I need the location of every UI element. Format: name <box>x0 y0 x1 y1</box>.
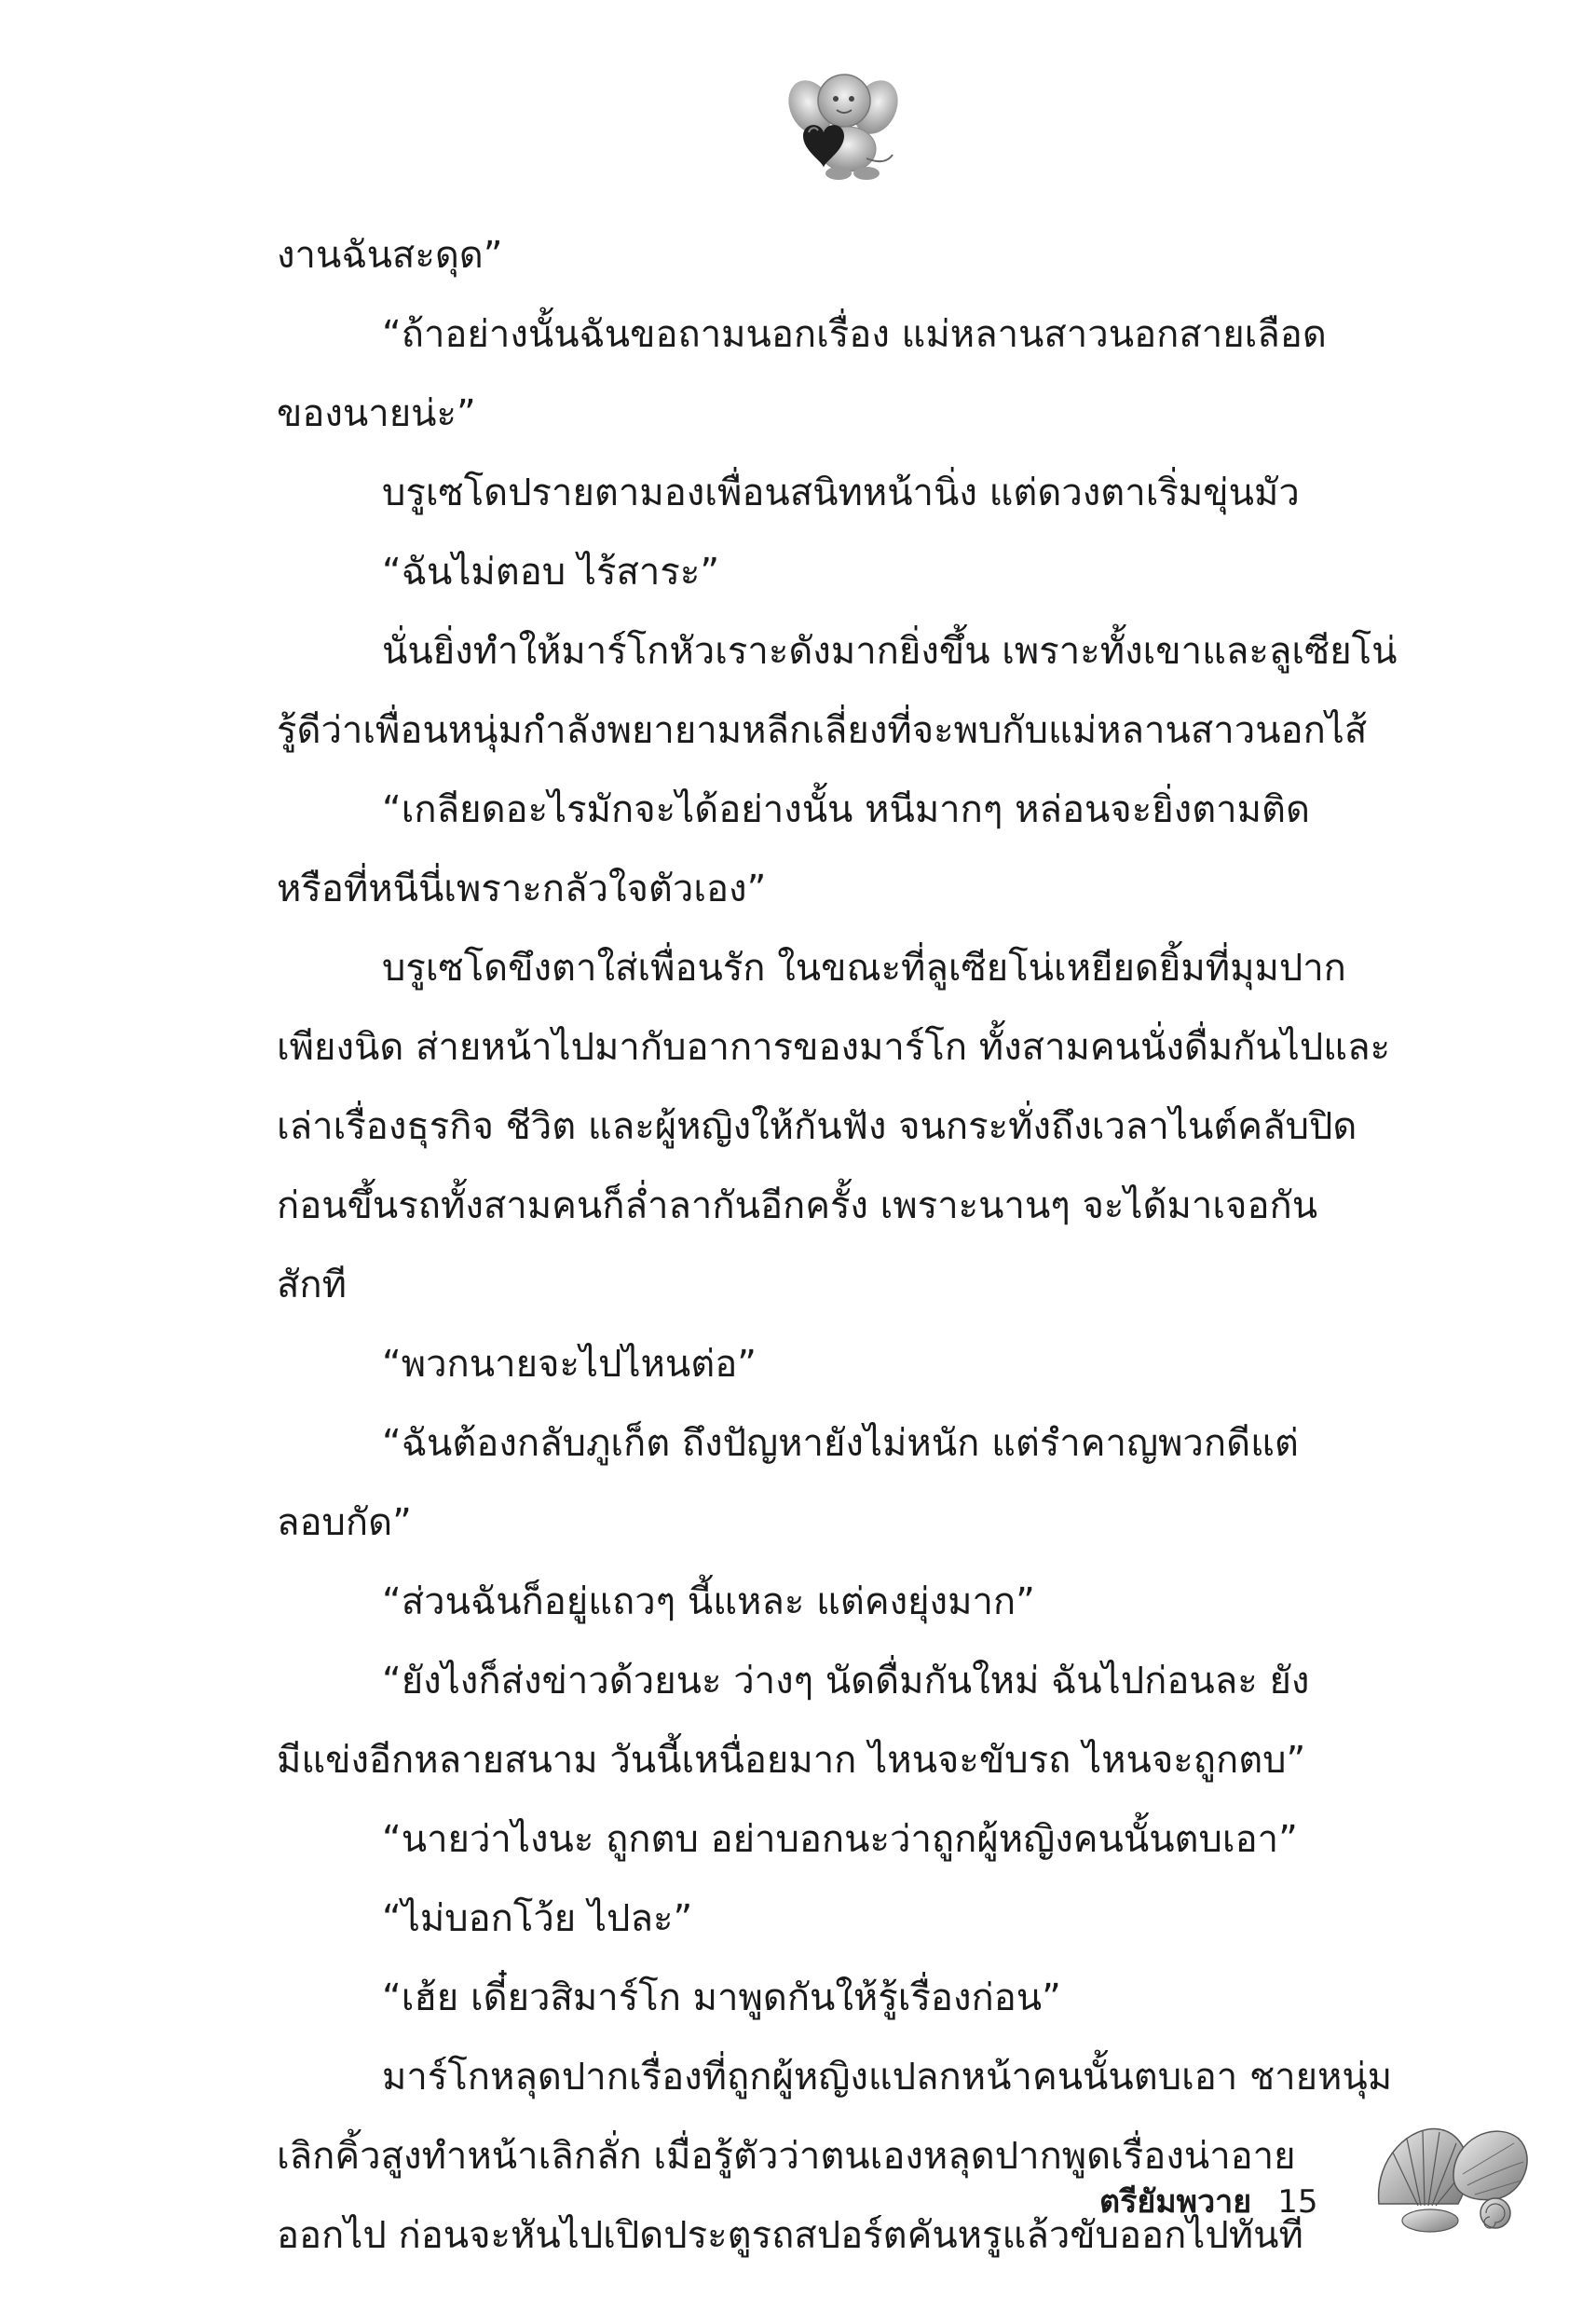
text-line: นั่นยิ่งทำให้มาร์โกหัวเราะดังมากยิ่งขึ้น เพราะทั้งเขาและลูเซียโน่ <box>382 630 1398 673</box>
page-number: 15 <box>1277 2183 1318 2221</box>
text-line: ออกไป ก่อนจะหันไปเปิดประตูรถสปอร์ตคันหรูแล้วขับออกไปทันที <box>277 2214 1303 2257</box>
text-line: “ยังไงก็ส่งข่าวด้วยนะ ว่างๆ นัดดื่มกันใหม่ ฉันไปก่อนละ ยัง <box>382 1660 1310 1702</box>
text-line: เล่าเรื่องธุรกิจ ชีวิต และผู้หญิงให้กันฟัง จนกระทั่งถึงเวลาไนต์คลับปิด <box>277 1105 1357 1148</box>
paragraph-lines <box>277 216 1415 2276</box>
cupid-with-heart-icon <box>783 65 904 182</box>
text-line: “นายว่าไงนะ ถูกตบ อย่าบอกนะว่าถูกผู้หญิงคนนั้นตบเอา” <box>382 1818 1298 1861</box>
text-line: “เฮ้ย เดี๋ยวสิมาร์โก มาพูดกันให้รู้เรื่องก่อน” <box>382 1976 1061 2019</box>
text-line: งานฉันสะดุด” <box>277 234 503 277</box>
text-line: ก่อนขึ้นรถทั้งสามคนก็ล่ำลากันอีกครั้ง เพราะนานๆ จะได้มาเจอกัน <box>277 1184 1318 1227</box>
text-line: “เกลียดอะไรมักจะได้อย่างนั้น หนีมากๆ หล่อนจะยิ่งตามติด <box>382 788 1310 831</box>
page-footer <box>1099 2176 1317 2226</box>
text-line: ของนายน่ะ” <box>277 392 476 435</box>
text-line: “ถ้าอย่างนั้นฉันขอถามนอกเรื่อง แม่หลานสาวนอกสายเลือด <box>382 313 1327 356</box>
book-title: ตรียัมพวาย <box>1099 2183 1252 2221</box>
body-text <box>277 216 1415 2276</box>
text-line: ลอบกัด” <box>277 1501 412 1544</box>
text-line: มีแข่งอีกหลายสนาม วันนี้เหนื่อยมาก ไหนจะขับรถ ไหนจะถูกตบ” <box>277 1739 1306 1782</box>
text-line: มาร์โกหลุดปากเรื่องที่ถูกผู้หญิงแปลกหน้าคนนั้นตบเอา ชายหนุ่ม <box>382 2056 1393 2099</box>
text-line: เพียงนิด ส่ายหน้าไปมากับอาการของมาร์โก ทั้งสามคนนั่งดื่มกันไปและ <box>277 1026 1391 1069</box>
text-line: รู้ดีว่าเพื่อนหนุ่มกำลังพยายามหลีกเลี่ยงที่จะพบกับแม่หลานสาวนอกไส้ <box>277 709 1368 752</box>
text-line: “ฉันไม่ตอบ ไร้สาระ” <box>382 551 720 594</box>
text-line: “ไม่บอกโว้ย ไปละ” <box>382 1897 693 1940</box>
text-line: “ฉันต้องกลับภูเก็ต ถึงปัญหายังไม่หนัก แต่รำคาญพวกดีแต่ <box>382 1422 1299 1465</box>
text-line: เลิกคิ้วสูงทำหน้าเลิกลั่ก เมื่อรู้ตัวว่าตนเองหลุดปากพูดเรื่องน่าอาย <box>277 2135 1296 2178</box>
text-line: บรูเซโดปรายตามองเพื่อนสนิทหน้านิ่ง แต่ดวงตาเริ่มขุ่นมัว <box>382 472 1300 514</box>
text-line: “พวกนายจะไปไหนต่อ” <box>382 1343 757 1386</box>
text-line: บรูเซโดขึงตาใส่เพื่อนรัก ในขณะที่ลูเซียโน่เหยียดยิ้มที่มุมปาก <box>382 947 1346 990</box>
text-line: หรือที่หนีนี่เพราะกลัวใจตัวเอง” <box>277 868 767 910</box>
seashells-icon <box>1365 2101 1537 2236</box>
text-line: “ส่วนฉันก็อยู่แถวๆ นี้แหละ แต่คงยุ่งมาก” <box>382 1580 1035 1623</box>
text-line: สักที <box>277 1264 347 1306</box>
